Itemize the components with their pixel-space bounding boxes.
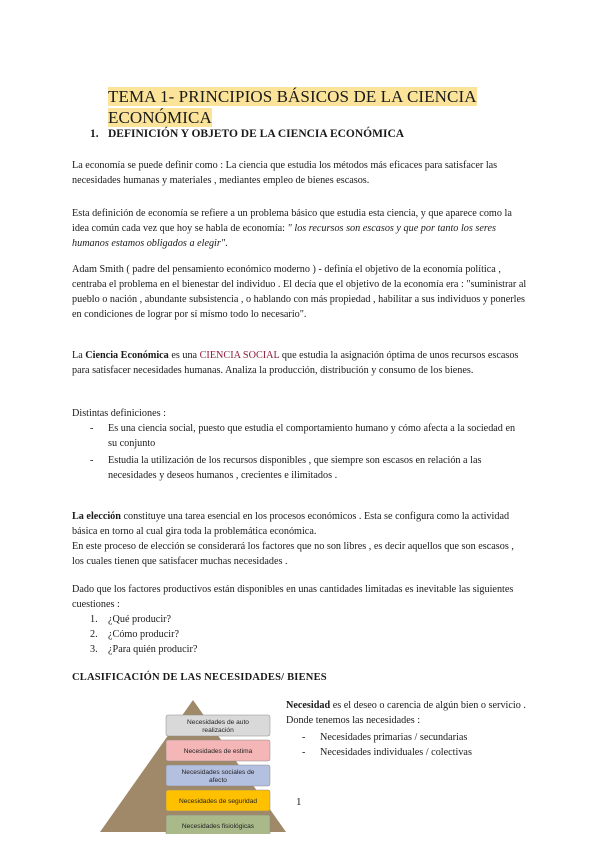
subheading-clasificacion: CLASIFICACIÓN DE LAS NECESIDADES/ BIENES <box>72 672 327 683</box>
list-item <box>90 627 197 642</box>
pyramid-level <box>166 740 270 761</box>
paragraph-mid: es una <box>168 350 200 361</box>
paragraph-suffix: que estudia la asignación óptima de unos recursos escasos para satisfacer necesidades humanas. Analiza la producción, distribución y consumo de los bienes. <box>72 350 519 376</box>
paragraph-line: En este proceso de elección se considerará los factores que no son libres , es decir aquellos que son escasos , los cuales tienen que satisfacer muchas necesidades . <box>72 541 514 567</box>
page-number: 1 <box>296 796 302 808</box>
section-heading <box>90 128 404 140</box>
pyramid-level-label: realización <box>202 726 234 734</box>
paragraph-end: . <box>225 238 228 249</box>
list-item: - Necesidades primarias / secundarias <box>302 730 472 745</box>
pyramid-level <box>166 790 270 811</box>
list-item <box>90 612 197 627</box>
question-text: ¿Para quién producir? <box>108 644 198 655</box>
definitions-intro: Distintas definiciones : <box>72 408 166 419</box>
maslow-pyramid-diagram <box>98 698 288 834</box>
question-text: ¿Qué producir? <box>108 614 172 625</box>
paragraph-basic-problem <box>72 206 528 251</box>
paragraph-prefix: La <box>72 350 86 361</box>
paragraph-definition: La economía se puede definir como : La ciencia que estudia los métodos más eficaces para satisfacer las necesidades humanas y materiales , mediantes empleo de bienes escasos. <box>72 160 498 186</box>
paragraph-eleccion <box>72 509 528 569</box>
paragraph-factores: Dado que los factores productivos están disponibles en unas cantidades limitadas es inevitable las siguientes cuestiones : <box>72 584 514 610</box>
questions-list <box>90 612 197 657</box>
bold-term: Necesidad <box>286 700 331 711</box>
list-item: - Necesidades individuales / colectivas <box>302 745 472 760</box>
bold-term: Ciencia Económica <box>85 350 169 361</box>
pyramid-level-label: Necesidades sociales de <box>181 768 255 776</box>
list-number: 3. <box>90 644 98 655</box>
list-number: 1. <box>90 614 98 625</box>
pyramid-level-label: afecto <box>209 776 227 784</box>
definitions-list <box>90 421 526 485</box>
section-number: 1. <box>90 128 99 140</box>
list-item <box>90 642 197 657</box>
paragraph-text: es el deseo o carencia de algún bien o servicio . Donde tenemos las necesidades : <box>286 700 526 726</box>
pyramid-level <box>166 715 270 736</box>
pyramid-level <box>166 815 270 834</box>
pyramid-level <box>166 765 270 786</box>
list-number: 2. <box>90 629 98 640</box>
list-item: - Es una ciencia social, puesto que estudia el comportamiento humano y cómo afecta a la sociedad en su conjunto <box>90 421 526 451</box>
title-text: TEMA 1- PRINCIPIOS BÁSICOS DE LA CIENCIA ECONÓMICA <box>108 87 477 127</box>
pyramid-level-label: Necesidades de auto <box>187 718 249 726</box>
section-heading-text: DEFINICIÓN Y OBJETO DE LA CIENCIA ECONÓMICA <box>108 128 405 140</box>
question-text: ¿Cómo producir? <box>108 629 180 640</box>
bold-term: La elección <box>72 511 121 522</box>
highlighted-term: CIENCIA SOCIAL <box>199 350 280 361</box>
pyramid-level-label: Necesidades fisiológicas <box>181 822 255 830</box>
paragraph-text: constituye una tarea esencial en los procesos económicos . Esta se configura como la actividad básica en torno al cual gira toda la problemática económica. <box>72 511 510 537</box>
paragraph-text: Esta definición de economía se refiere a un problema básico que estudia esta ciencia, y que aparece como la idea común cada vez que hoy se habla de economía: <box>72 208 512 234</box>
paragraph-adam-smith: Adam Smith ( padre del pensamiento económico moderno ) - definía el objetivo de la economía política , centraba el problema en el bienestar del individuo . El decía que el objetivo de la economía era : "suministrar al pueblo o nación , abundante subsistencia , o hablando con más propiedad , habilitar a sus individuos y ponerles en condiciones de lograr por sí mismo todo lo necesario". <box>72 264 527 320</box>
page-title <box>108 86 478 128</box>
list-item: - Estudia la utilización de los recursos disponibles , que siempre son escasos en relación a las necesidades y deseos humanos , crecientes e ilimitados . <box>90 453 526 483</box>
paragraph-necesidad <box>286 698 526 728</box>
necesidades-list <box>302 730 472 760</box>
quote-text: " los recursos son escasos y que por tanto los seres humanos estamos obligados a elegir" <box>72 223 496 249</box>
pyramid-level-label: Necesidades de estima <box>183 747 253 755</box>
pyramid-level-label: Necesidades de seguridad <box>178 797 258 805</box>
paragraph-ciencia-economica <box>72 348 528 378</box>
